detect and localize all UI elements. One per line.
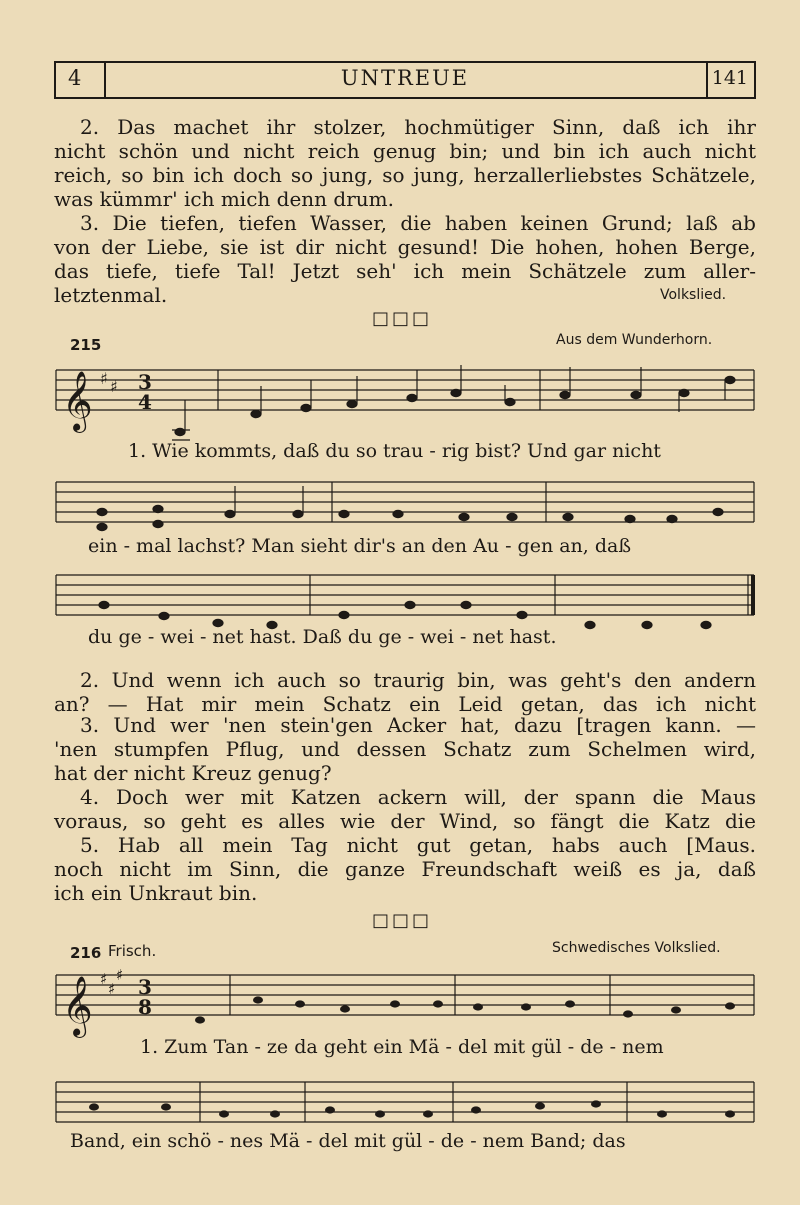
time-signature-bottom: 8 [138, 995, 152, 1019]
treble-clef-icon: 𝄞 [62, 371, 93, 431]
chapter-number: 4 [68, 66, 82, 90]
song-source: Volkslied. [660, 287, 727, 303]
verse-line: nicht schön und nicht reich genug bin; und bin ich auch nicht [54, 139, 756, 163]
verse-line: 2. Und wenn ich auch so traurig bin, was geht's den andern [80, 668, 756, 692]
verse-line: 2. Das machet ihr stolzer, hochmütiger Sinn, daß ich ihr [80, 115, 756, 139]
page-number: 141 [711, 67, 748, 89]
verse-line: letztenmal. [54, 283, 168, 307]
lyric-line: 1. Wie kommts, daß du so trau - rig bist? Und gar nicht [128, 440, 661, 462]
verse-line: 3. Die tiefen, tiefen Wasser, die haben keinen Grund; laß ab [80, 211, 756, 235]
lyric-line: Band, ein schö - nes Mä - del mit gül - de - nem Band; das [70, 1130, 626, 1152]
verse-line: 5. Hab all mein Tag nicht gut getan, habs auch [Maus. [80, 833, 756, 857]
verse-line: von der Liebe, sie ist dir nicht gesund! Die hohen, hohen Berge, [54, 235, 756, 259]
svg-text:♯: ♯ [110, 377, 118, 396]
page-title: UNTREUE [340, 66, 470, 90]
time-signature-top: 3 [138, 975, 152, 999]
verse-line: voraus, so geht es alles wie der Wind, so fängt die Katz die [54, 809, 756, 833]
verse-line: ich ein Unkraut bin. [54, 881, 258, 905]
time-signature-top: 3 [138, 370, 152, 394]
treble-clef-icon: 𝄞 [62, 976, 93, 1036]
verse-line: das tiefe, tiefe Tal! Jetzt seh' ich mein Schätzele zum aller- [54, 259, 756, 283]
verse-line: hat der nicht Kreuz genug? [54, 761, 332, 785]
verse-line: 4. Doch wer mit Katzen ackern will, der spann die Maus [80, 785, 756, 809]
song-number: 216 [70, 944, 102, 962]
lyric-line: 1. Zum Tan - ze da geht ein Mä - del mit gül - de - nem [140, 1036, 664, 1058]
svg-text:♯: ♯ [116, 966, 124, 984]
verse-line: 'nen stumpfen Pflug, und dessen Schatz zum Schelmen wird, [54, 737, 756, 761]
section-separator: □□□ [372, 308, 433, 329]
song-number: 215 [70, 336, 102, 354]
verse-line: 3. Und wer 'nen stein'gen Acker hat, dazu [tragen kann. — [80, 713, 756, 737]
svg-text:♯: ♯ [100, 369, 108, 388]
svg-text:♯: ♯ [108, 980, 116, 998]
verse-line: was kümmr' ich mich denn drum. [54, 187, 394, 211]
verse-line: an? — Hat mir mein Schatz ein Leid getan, das ich nicht [54, 692, 756, 716]
verse-line: noch nicht im Sinn, die ganze Freundschaft weiß es ja, daß [54, 857, 756, 881]
lyric-line: du ge - wei - net hast. Daß du ge - wei - net hast. [88, 626, 557, 648]
svg-text:♯: ♯ [100, 970, 108, 988]
lyric-line: ein - mal lachst? Man sieht dir's an den Au - gen an, daß [88, 535, 632, 557]
verse-line: reich, so bin ich doch so jung, so jung, herzallerliebstes Schätzele, [54, 163, 756, 187]
song-source: Schwedisches Volkslied. [552, 940, 721, 956]
song-source: Aus dem Wunderhorn. [556, 332, 713, 348]
tempo-marking: Frisch. [108, 942, 157, 960]
section-separator: □□□ [372, 910, 433, 931]
time-signature-bottom: 4 [138, 390, 152, 414]
